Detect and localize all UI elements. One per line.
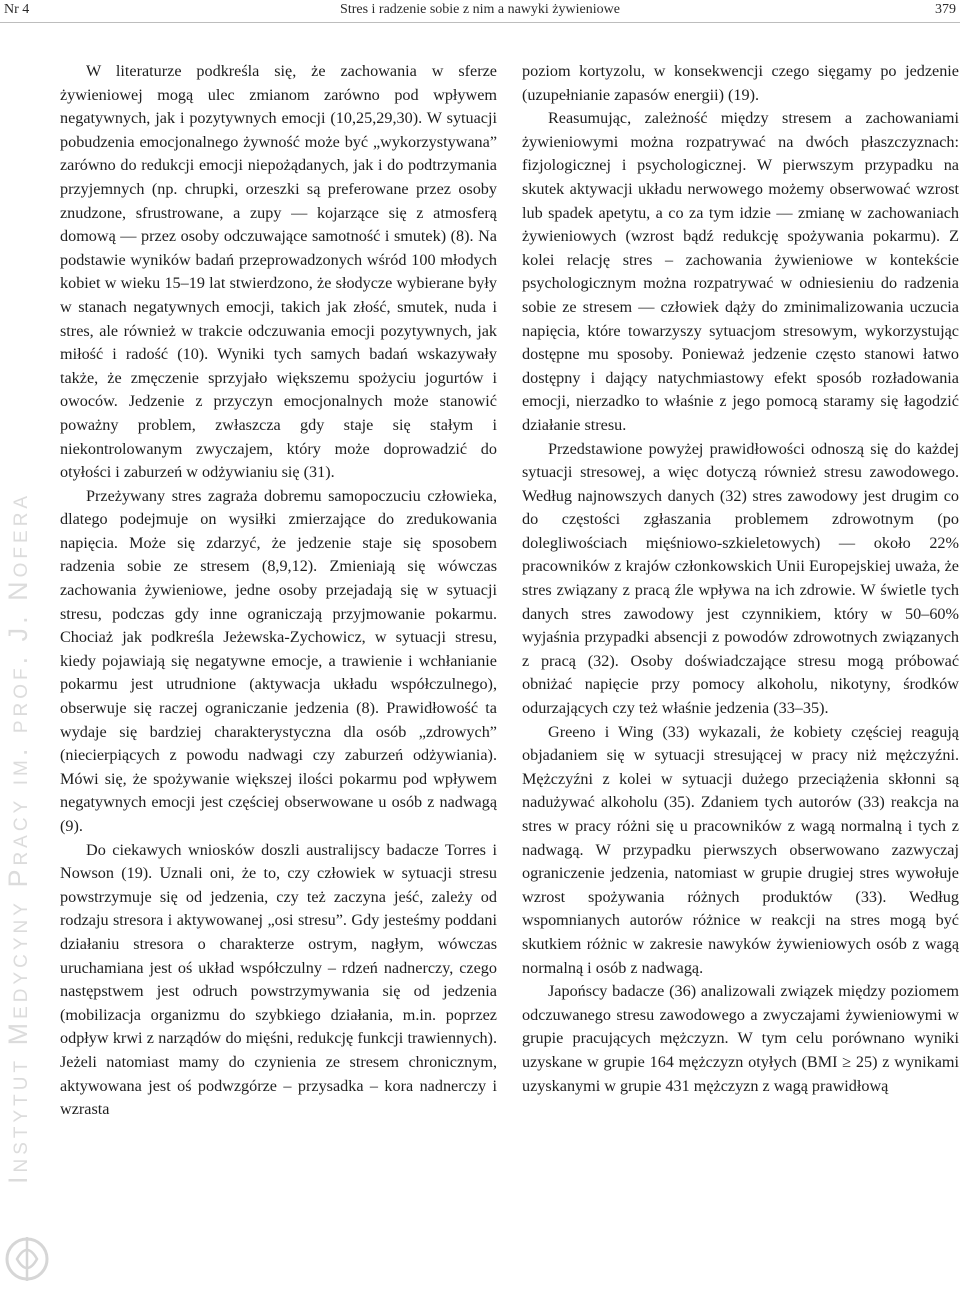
journal-issue: Nr 4 xyxy=(4,2,30,17)
paragraph: Przedstawione powyżej prawidłowości odnoszą się do każdej sytuacji stresowej, a więc dotyczą również stresu zawodowego. Według najnowszych danych (32) stres zawodowy jest drugim co do częstości zgłaszania problemem zdrowotnym (po dolegliwościach mięśniowo-szkieletowych) — około 22% pracowników z krajów członkowskich Unii Europejskiej uważa, że stres związany z pracą źle wpływa na ich zdrowie. W świetle tych danych stres zawodowy jest czynnikiem, który w 50–60% wyjaśnia przypadki absencji z powodów zdrowotnych związanych z pracą (32). Osoby doświadczające stresu mogą próbować obniżać napięcie przy pomocy alkoholu, nikotyny, środków odurzających czy też właśnie jedzenia (33–35). xyxy=(522,439,959,718)
paragraph: Reasumując, zależność między stresem a zachowaniami żywieniowymi można rozpatrywać na dwóch płaszczyznach: fizjologicznej i psychologicznej. W pierwszym przypadku na skutek aktywacji układu nerwowego możemy obserwować wzrost lub spadek apetytu, a co za tym idzie — zmianę w zachowaniach żywieniowych (wzrost bądź redukcję spożywania pokarmu). Z kolei relację stres – zachowania żywieniowe w kontekście psychologicznym można rozpatrywać w odniesieniu do radzenia sobie ze stresem — człowiek dąży do zminimalizowania uczucia napięcia, które towarzyszy sytuacjom stresowym, wykorzystując dostępne mu sposoby. Ponieważ jedzenie często stanowi łatwo dostępny i dający natychmiastowy efekt sposób rozładowania emocji, nierzadko to właśnie z jego pomocą staramy się łagodzić działanie stresu. xyxy=(522,109,959,434)
paragraph: Przeżywany stres zagraża dobremu samopoczuciu człowieka, dlatego podejmuje on wysiłki zmierzające do zredukowania napięcia. Może się zdarzyć, że jedzenie staje się sposobem radzenia sobie ze stresem (8,9,12). Zmieniają się wówczas zachowania żywieniowe, jedne osoby przejadają się w sytuacji stresu, podczas gdy inne ograniczają przyjmowanie pokarmu. Chociaż jak podkreśla Jeżewska-Zychowicz, w sytuacji stresu, kiedy pojawiają się negatywne emocje, a trawienie i wchłanianie pokarmu jest utrudnione (aktywacja układu współczulnego), obserwuje się raczej ograniczanie jedzenia (8). Prawidłowość ta wydaje się bardziej charakterystyczna dla osób „zdrowych” (niecierpiących z powodu nadwagi czy zaburzeń odżywiania). Mówi się, że spożywanie większej ilości pokarmu pod wpływem negatywnych emocji jest częściej obserwowane u osób z nadwagą (9). xyxy=(60,486,497,835)
paragraph: W literaturze podkreśla się, że zachowania w sferze żywieniowej mogą ulec zmianom zarówno pod wpływem negatywnych, jak i pozytywnych emocji (10,25,29,30). W sytuacji pobudzenia emocjonalnego żywność może być „wykorzystywana” zarówno do redukcji emocji niepożądanych, jak i do podtrzymania przyjemnych (np. chrupki, orzeszki są preferowane przez osoby znudzone, sfrustrowane, a zupy — kojarzące się z atmosferą domową — przez osoby odczuwające samotność i smutek) (8). Na podstawie wyników badań przeprowadzonych wśród 100 młodych kobiet w wieku 15–19 lat stwierdzono, że słodycze wybierane były w stanach negatywnych emocji, takich jak złość, smutek, nuda i stres, ale również w trakcie odczuwania emocji pozytywnych, jak miłość i radość (10). Wyniki tych samych badań wskazywały także, że zmęczenie sprzyjało większemu spożyciu jogurtów i owoców. Jedzenie z przyczyn emocjonalnych może stanowić poważny problem, zwłaszcza gdy staje się stałym i niekontrolowanym zwyczajem, który może doprowadzić do otyłości i zaburzeń w odżywianiu się (31). xyxy=(60,62,497,482)
paragraph: Japońscy badacze (36) analizowali związek między poziomem odczuwanego stresu zawodowego a zwyczajami żywieniowymi w grupie pracujących mężczyzn. W tym celu porównano wyniki uzyskane w grupie 164 mężczyzn otyłych (BMI ≥ 25) z wynikami uzyskanymi w grupie 431 mężczyzn z wagą prawidłową xyxy=(522,982,959,1095)
running-header xyxy=(0,0,960,23)
institute-watermark: Instytut Medycyny Pracy im. prof. J. Nofera xyxy=(3,491,33,1184)
running-title: Stres i radzenie sobie z nim a nawyki żywieniowe xyxy=(340,2,620,17)
paragraph: Do ciekawych wniosków doszli australijscy badacze Torres i Nowson (19). Uznali oni, że to, czy człowiek w sytuacji stresu powstrzymuje się od jedzenia, czy też zaczyna jeść, zależy od rodzaju stresora i aktywowanej „osi stresu”. Gdy jesteśmy poddani działaniu stresora o charakterze ostrym, nagłym, wówczas uruchamiana jest oś układ współczulny – rdzeń nadnerczy, czego następstwem jest odruch powstrzymywania się od jedzenia (mobilizacja organizmu do szybkiego działania, m.in. poprzez odpływ krwi z narządów do mięśni, redukcję funkcji trawiennych). Jeżeli natomiast mamy do czynienia ze stresem chronicznym, aktywowana jest oś podwzgórze – przysadka – kora nadnerczy i wzrasta xyxy=(60,840,497,1119)
left-text-column xyxy=(60,60,497,1290)
page-number: 379 xyxy=(935,2,956,17)
right-text-column xyxy=(522,60,959,1290)
paragraph: poziom kortyzolu, w konsekwencji czego sięgamy po jedzenie (uzupełnianie zapasów energii) (19). xyxy=(522,62,959,104)
paragraph: Greeno i Wing (33) wykazali, że kobiety częściej reagują objadaniem się w sytuacji stresującej w pracy niż mężczyźni. Mężczyźni z kolei w sytuacji dużego przeciążenia skłonni są nadużywać alkoholu (35). Zdaniem tych autorów (33) reakcja na stres w pracy różni się u pracowników z wagą normalną i tych z nadwagą. W przypadku pierwszych obserwowano zazwyczaj ograniczenie jedzenia, natomiast w grupie drugiej stres wywołuje wzrost spożywania różnych produktów (33). Według wspomnianych autorów różnice w reakcji na stres mogą być skutkiem różnic w zakresie nawyków żywieniowych osób z wagą normalną i osób z nadwagą. xyxy=(522,722,959,977)
institute-logo-icon xyxy=(2,1225,52,1285)
